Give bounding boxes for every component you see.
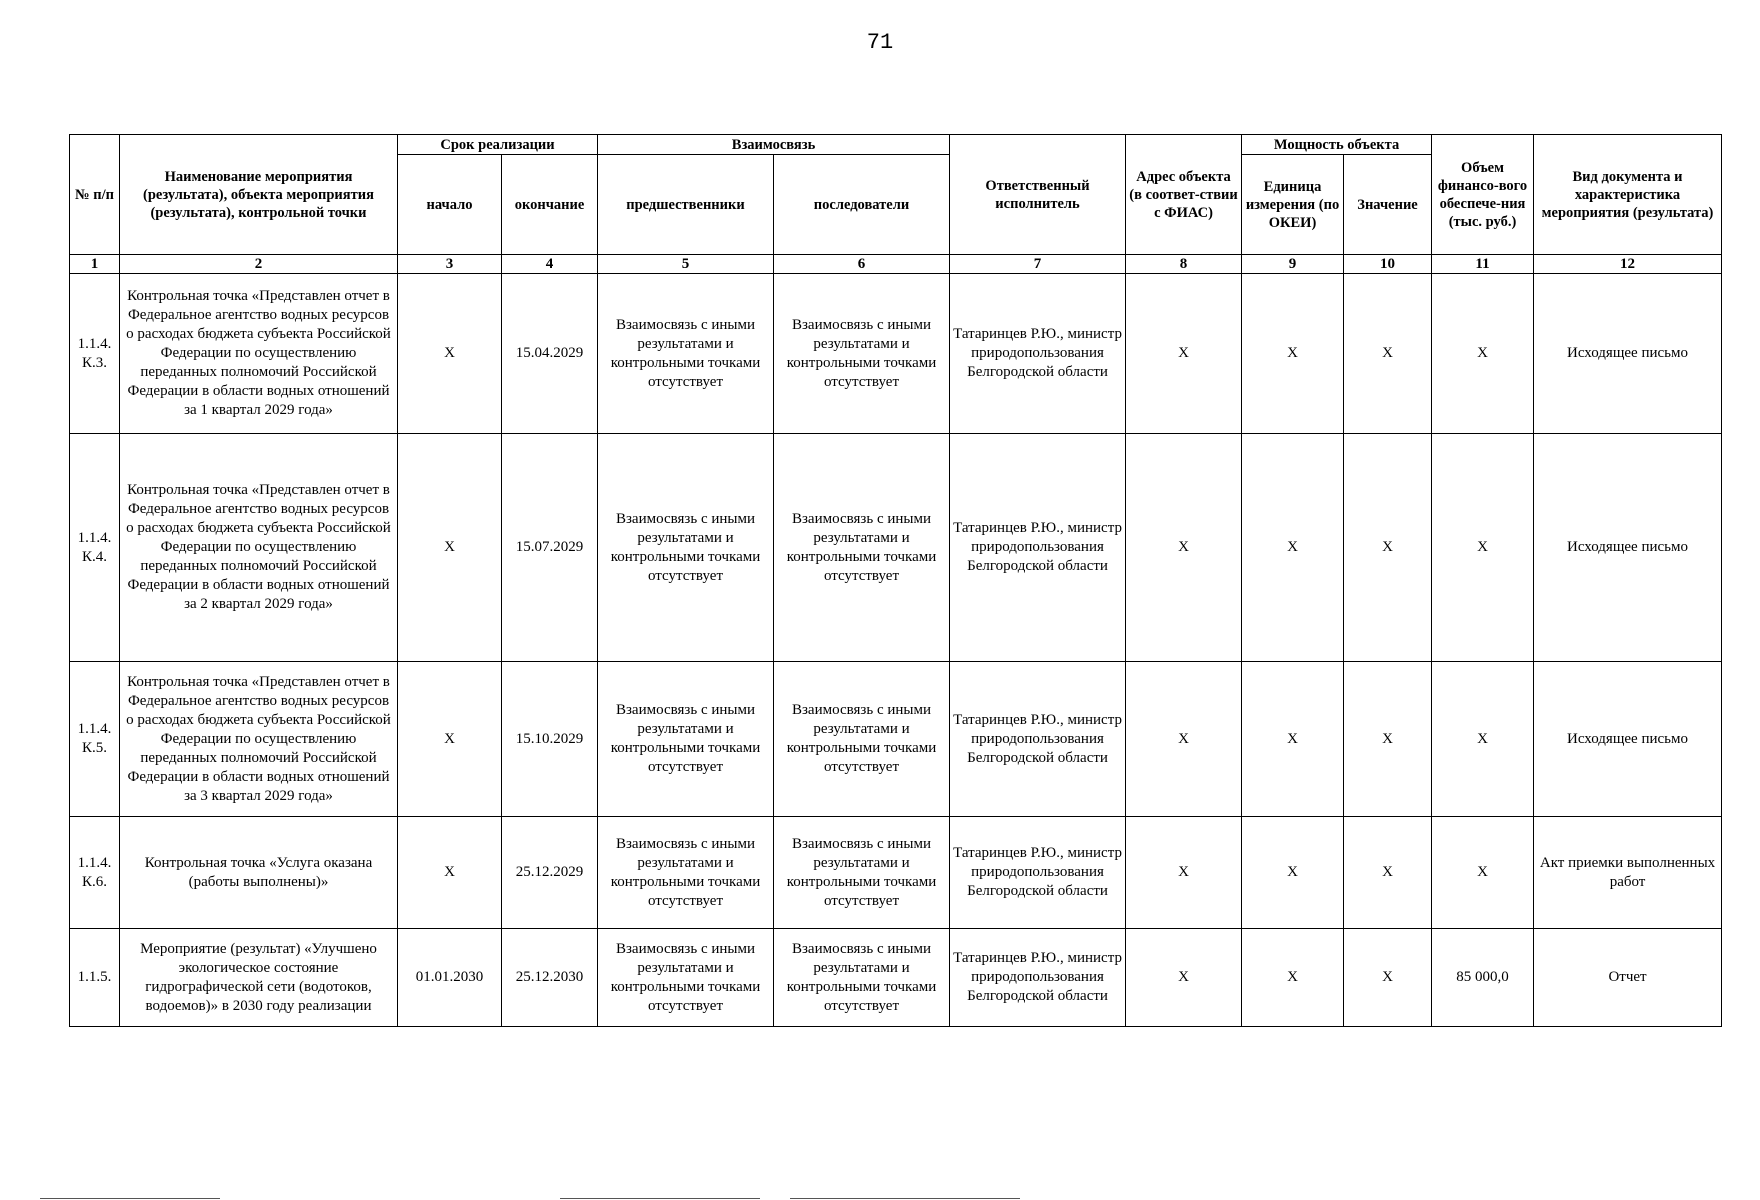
row-start: X (398, 662, 502, 817)
row-name: Контрольная точка «Представлен отчет в Федеральное агентство водных ресурсов о расходах бюджета субъекта Российской Федерации по осуществлению переданных полномочий Российской Федерации в области водных отношений за 1 квартал 2029 года» (120, 274, 398, 434)
row-document: Отчет (1534, 929, 1722, 1027)
row-start: X (398, 274, 502, 434)
row-document: Исходящее письмо (1534, 662, 1722, 817)
column-number: 3 (398, 255, 502, 274)
row-document: Акт приемки выполненных работ (1534, 817, 1722, 929)
row-finance: X (1432, 274, 1534, 434)
row-successors: Взаимосвязь с иными результатами и контрольными точками отсутствует (774, 274, 950, 434)
row-name: Контрольная точка «Представлен отчет в Федеральное агентство водных ресурсов о расходах бюджета субъекта Российской Федерации по осуществлению переданных полномочий Российской Федерации в области водных отношений за 3 квартал 2029 года» (120, 662, 398, 817)
implementation-plan-table (69, 134, 1722, 1027)
header-address: Адрес объекта (в соответ-ствии с ФИАС) (1126, 135, 1242, 255)
row-start: 01.01.2030 (398, 929, 502, 1027)
row-num: 1.1.4. К.5. (70, 662, 120, 817)
table-row (70, 817, 1722, 929)
column-number: 8 (1126, 255, 1242, 274)
header-end: окончание (502, 155, 598, 255)
row-successors: Взаимосвязь с иными результатами и контрольными точками отсутствует (774, 817, 950, 929)
footer-rule (790, 1198, 1020, 1199)
row-num: 1.1.4. К.4. (70, 434, 120, 662)
footer-rule (40, 1198, 220, 1199)
row-value: X (1344, 817, 1432, 929)
header-successors: последователи (774, 155, 950, 255)
row-unit: X (1242, 434, 1344, 662)
row-unit: X (1242, 662, 1344, 817)
row-address: X (1126, 434, 1242, 662)
column-numbers-row (70, 255, 1722, 274)
header-predecessors: предшественники (598, 155, 774, 255)
row-predecessors: Взаимосвязь с иными результатами и контрольными точками отсутствует (598, 929, 774, 1027)
row-responsible: Татаринцев Р.Ю., министр природопользования Белгородской области (950, 434, 1126, 662)
column-number: 5 (598, 255, 774, 274)
row-responsible: Татаринцев Р.Ю., министр природопользования Белгородской области (950, 662, 1126, 817)
row-name: Мероприятие (результат) «Улучшено экологическое состояние гидрографической сети (водотоков, водоемов)» в 2030 году реализации (120, 929, 398, 1027)
row-predecessors: Взаимосвязь с иными результатами и контрольными точками отсутствует (598, 274, 774, 434)
header-document: Вид документа и характеристика мероприятия (результата) (1534, 135, 1722, 255)
header-finance: Объем финансо-вого обеспече-ния (тыс. руб.) (1432, 135, 1534, 255)
row-end: 15.04.2029 (502, 274, 598, 434)
column-number: 6 (774, 255, 950, 274)
row-name: Контрольная точка «Услуга оказана (работы выполнены)» (120, 817, 398, 929)
row-successors: Взаимосвязь с иными результатами и контрольными точками отсутствует (774, 929, 950, 1027)
table-row (70, 929, 1722, 1027)
page-number: 71 (866, 30, 894, 55)
row-address: X (1126, 274, 1242, 434)
row-predecessors: Взаимосвязь с иными результатами и контрольными точками отсутствует (598, 817, 774, 929)
row-successors: Взаимосвязь с иными результатами и контрольными точками отсутствует (774, 662, 950, 817)
row-document: Исходящее письмо (1534, 274, 1722, 434)
row-finance: X (1432, 434, 1534, 662)
header-start: начало (398, 155, 502, 255)
header-term-group: Срок реализации (398, 135, 598, 155)
row-responsible: Татаринцев Р.Ю., министр природопользования Белгородской области (950, 274, 1126, 434)
row-unit: X (1242, 817, 1344, 929)
row-start: X (398, 817, 502, 929)
row-document: Исходящее письмо (1534, 434, 1722, 662)
header-num: № п/п (70, 135, 120, 255)
row-num: 1.1.4. К.3. (70, 274, 120, 434)
row-finance: X (1432, 817, 1534, 929)
column-number: 4 (502, 255, 598, 274)
row-unit: X (1242, 274, 1344, 434)
row-address: X (1126, 662, 1242, 817)
row-start: X (398, 434, 502, 662)
row-name: Контрольная точка «Представлен отчет в Федеральное агентство водных ресурсов о расходах бюджета субъекта Российской Федерации по осуществлению переданных полномочий Российской Федерации в области водных отношений за 2 квартал 2029 года» (120, 434, 398, 662)
row-num: 1.1.4. К.6. (70, 817, 120, 929)
row-responsible: Татаринцев Р.Ю., министр природопользования Белгородской области (950, 929, 1126, 1027)
column-number: 10 (1344, 255, 1432, 274)
column-number: 1 (70, 255, 120, 274)
row-value: X (1344, 662, 1432, 817)
row-address: X (1126, 817, 1242, 929)
table-row (70, 274, 1722, 434)
column-number: 7 (950, 255, 1126, 274)
header-unit: Единица измерения (по ОКЕИ) (1242, 155, 1344, 255)
row-unit: X (1242, 929, 1344, 1027)
header-name: Наименование мероприятия (результата), объекта мероприятия (результата), контрольной точки (120, 135, 398, 255)
table-row (70, 434, 1722, 662)
column-number: 12 (1534, 255, 1722, 274)
row-predecessors: Взаимосвязь с иными результатами и контрольными точками отсутствует (598, 434, 774, 662)
row-end: 25.12.2029 (502, 817, 598, 929)
row-finance: X (1432, 662, 1534, 817)
row-address: X (1126, 929, 1242, 1027)
row-predecessors: Взаимосвязь с иными результатами и контрольными точками отсутствует (598, 662, 774, 817)
footer-rule (560, 1198, 760, 1199)
row-end: 15.10.2029 (502, 662, 598, 817)
row-end: 25.12.2030 (502, 929, 598, 1027)
row-finance: 85 000,0 (1432, 929, 1534, 1027)
row-responsible: Татаринцев Р.Ю., министр природопользования Белгородской области (950, 817, 1126, 929)
header-link-group: Взаимосвязь (598, 135, 950, 155)
column-number: 2 (120, 255, 398, 274)
column-number: 9 (1242, 255, 1344, 274)
row-value: X (1344, 274, 1432, 434)
row-value: X (1344, 929, 1432, 1027)
table-row (70, 662, 1722, 817)
row-end: 15.07.2029 (502, 434, 598, 662)
header-value: Значение (1344, 155, 1432, 255)
row-value: X (1344, 434, 1432, 662)
header-responsible: Ответственный исполнитель (950, 135, 1126, 255)
header-power-group: Мощность объекта (1242, 135, 1432, 155)
row-successors: Взаимосвязь с иными результатами и контрольными точками отсутствует (774, 434, 950, 662)
column-number: 11 (1432, 255, 1534, 274)
row-num: 1.1.5. (70, 929, 120, 1027)
